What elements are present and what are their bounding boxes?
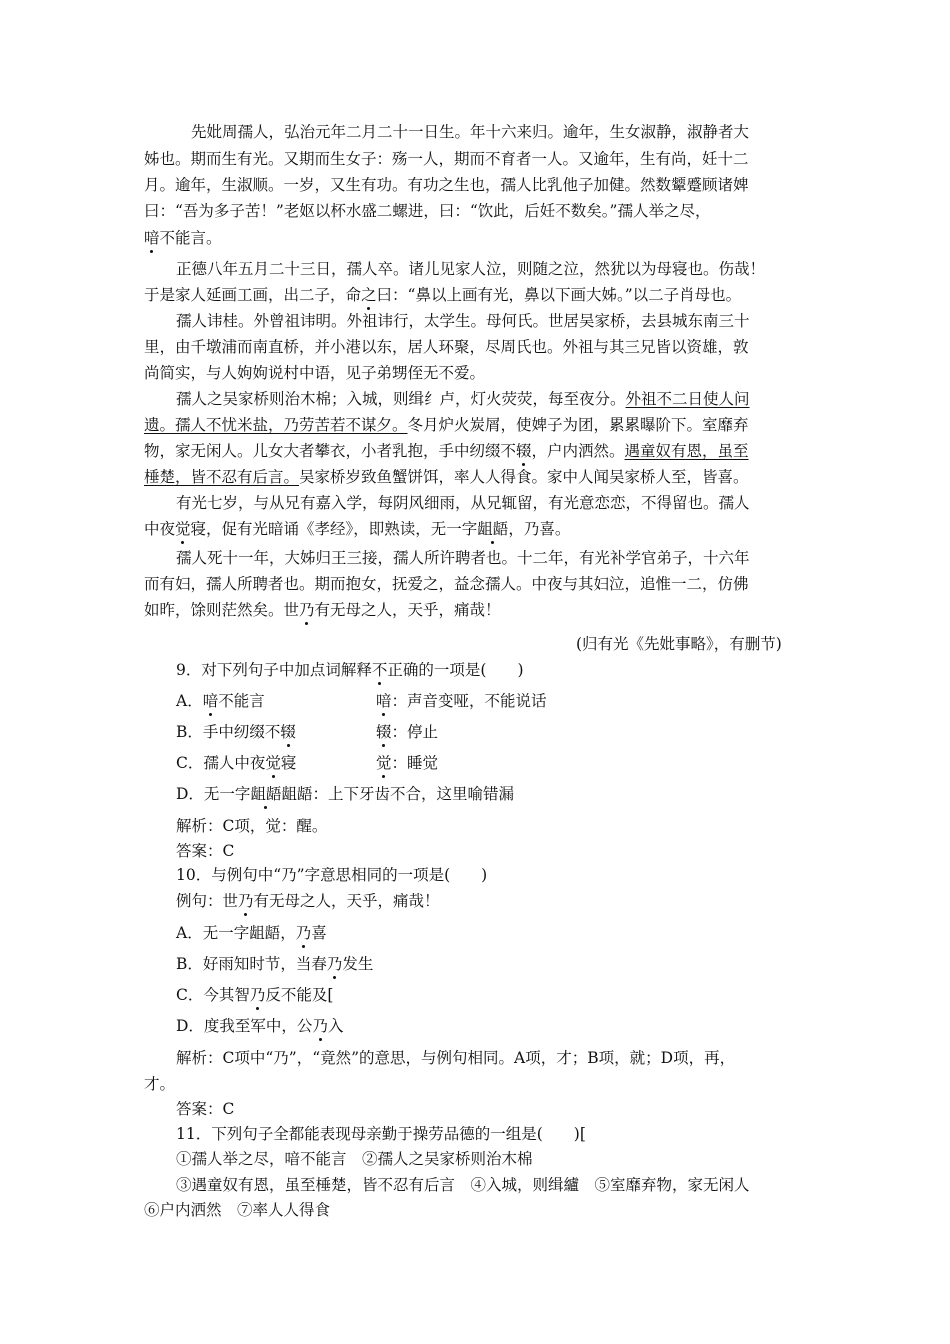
underlined-text: 遗。孺人不忧米盐，乃劳苦若不谋夕。 <box>144 416 408 434</box>
dotted-word: 乃 <box>299 601 315 619</box>
option-b <box>176 722 296 742</box>
option-d <box>176 1016 343 1036</box>
text-span: 物，家无闲人。儿女大者攀衣，小者乳抱，手中纫缀不 <box>144 442 517 460</box>
text-span: B．手中纫缀不 <box>176 723 281 741</box>
passage-line <box>144 600 501 620</box>
option-c-explanation <box>376 753 438 773</box>
passage-line <box>144 285 741 305</box>
dotted-word: 觉 <box>265 754 281 772</box>
dotted-word: 乃 <box>238 892 254 910</box>
dotted-word: 乃 <box>249 986 266 1004</box>
dotted-word: 喑 <box>376 692 392 710</box>
text-span: 喜 <box>311 924 327 942</box>
dotted-word: 辍 <box>376 723 392 741</box>
option-b <box>176 954 373 974</box>
text-span: 曰：“鼻以上画有光，鼻以下画大姊。”以二子肖母也。 <box>376 286 742 304</box>
text-span: ：睡觉 <box>391 754 439 772</box>
answer-text: 答案：C <box>176 842 235 860</box>
text-span: 例句：世 <box>176 892 239 910</box>
text-span: 寝 <box>280 754 297 772</box>
dotted-word: 觉 <box>175 520 191 538</box>
dotted-word: 辍 <box>516 442 532 460</box>
text-span: 不能言 <box>218 692 265 710</box>
text-span: 孺人之吴家桥则治木棉；入城，则缉纟卢，灯火荧荧，每至夜分。 <box>176 390 626 408</box>
passage-line: 里，由千墩浦而南直桥，并小港以东，居人环聚，尽周氏也。外祖与其三兄皆以资雄，敦 <box>144 338 749 356</box>
passage-line: 正德八年五月二十三日，孺人卒。诸儿见家人泣，则随之泣，然犹以为母寝也。伤哉！ <box>176 260 766 278</box>
dotted-word: 之 <box>361 286 377 304</box>
text-span: ，户内洒然。 <box>531 442 625 460</box>
choice-line: ⑥户内洒然 ⑦率人人得食 <box>144 1201 331 1219</box>
passage-line: 曰：“吾为多子苦！”老妪以杯水盛二螺进，曰：“饮此，后妊不数矣。”孺人举之尽， <box>144 202 711 220</box>
dotted-word: 乃 <box>312 1017 328 1035</box>
dotted-word: 辍 <box>280 723 296 741</box>
passage-line <box>176 389 750 409</box>
text-span: A．无一字龃龉， <box>176 924 296 942</box>
passage-line: 月。逾年，生淑顺。一岁，又生有功。有功之生也，孺人比乳他子加健。然数颦蹙顾诸婢 <box>144 176 749 194</box>
passage-line: 姊也。期而生有光。又期而生女子：殇一人，期而不育者一人。又逾年，生有尚，妊十二 <box>144 150 749 168</box>
choice-line: ③遇童奴有恩，虽至棰楚，皆不忍有后言 ④入城，则缉纑 ⑤室靡弃物，家无闲人 <box>176 1176 750 1194</box>
text-span: 于是家人延画工画，出二子，命 <box>144 286 362 304</box>
example-sentence <box>176 891 440 911</box>
text-span: ：停止 <box>391 723 439 741</box>
analysis-text: 才。 <box>144 1075 176 1093</box>
text-span: C．今其智 <box>176 986 250 1004</box>
text-span: 龃龉：上下牙齿不合，这里喻错漏 <box>281 785 514 803</box>
passage-line: 尚简实，与人姁姁说村中语，见子弟甥侄无不爱。 <box>144 364 486 382</box>
dotted-word: 喑 <box>144 229 160 247</box>
text-span: 如昨，馀则茫然矣。世 <box>144 601 300 619</box>
text-span: 吴家桥岁致鱼蟹饼饵，率人人得食。家中人闻吴家桥人至，皆喜。 <box>299 468 749 486</box>
passage-line: 而有妇，孺人所聘者也。期而抱女，抚爱之，益念孺人。中夜与其妇泣，追惟一二，仿佛 <box>144 575 749 593</box>
text-span: 发生 <box>342 955 374 973</box>
text-span: 9．对下列句子中加点词解释 <box>176 661 372 679</box>
underlined-text: 棰楚，皆不忍有后言。 <box>144 468 300 486</box>
text-span: ：声音变哑，不能说话 <box>391 692 547 710</box>
text-span: 有无母之人，天乎，痛哉！ <box>314 601 501 619</box>
answer-text: 答案：C <box>176 1100 235 1118</box>
dotted-word: 龃龉 <box>477 520 509 538</box>
choice-line: ①孺人举之尽，喑不能言 ②孺人之吴家桥则治木棉 <box>176 1150 533 1168</box>
option-a <box>176 923 327 943</box>
dotted-word: 不 <box>371 661 388 679</box>
passage-line <box>144 467 749 487</box>
underlined-text: 遇童奴有恩，虽至 <box>624 442 749 460</box>
text-span: 入 <box>327 1017 344 1035</box>
text-span: 反不能及[ <box>265 986 334 1004</box>
dotted-word: 乃 <box>295 924 312 942</box>
text-span: 冬月炉火炭屑，使婢子为团，累累曝阶下。室靡弃 <box>407 416 749 434</box>
text-span: 中夜 <box>144 520 176 538</box>
passage-line <box>144 415 749 435</box>
text-span: 有无母之人，天乎，痛哉！ <box>253 892 440 910</box>
text-span: ，乃喜。 <box>508 520 571 538</box>
passage-line: 孺人讳桂。外曾祖讳明。外祖讳行，太学生。母何氏。世居吴家桥，去县城东南三十 <box>176 312 750 330</box>
text-span: 不能言。 <box>159 229 222 247</box>
text-span: 寝，促有光暗诵《孝经》，即熟读，无一字 <box>190 520 478 538</box>
option-d <box>176 784 514 804</box>
text-span: B．好雨知时节，当春 <box>176 955 327 973</box>
question-stem <box>176 660 524 680</box>
text-span: D．无一字 <box>176 785 251 803</box>
passage-line <box>144 519 570 539</box>
passage-line: 先妣周孺人，弘治元年二月二十一日生。年十六来归。逾年，生女淑静，淑静者大 <box>191 123 750 141</box>
passage-line: 有光七岁，与从兄有嘉入学，每阴风细雨，从兄辄留，有光意恋恋，不得留也。孺人 <box>176 494 750 512</box>
option-a <box>176 691 265 711</box>
text-span: 正确的一项是( ) <box>387 661 524 679</box>
underlined-text: 外祖不二日使人问 <box>625 390 750 408</box>
passage-line <box>144 228 222 248</box>
text-span: D．度我至军中，公 <box>176 1017 313 1035</box>
passage-source: (归有光《先妣事略》，有删节) <box>576 635 782 653</box>
analysis-text: 解析：C项中“乃”，“竟然”的意思，与例句相同。A项，才；B项，就；D项，再， <box>176 1049 736 1067</box>
dotted-word: 觉 <box>376 754 392 772</box>
question-stem: 10．与例句中“乃”字意思相同的一项是( ) <box>176 866 488 884</box>
option-a-explanation <box>376 691 547 711</box>
text-span: C．孺人中夜 <box>176 754 266 772</box>
passage-line: 孺人死十一年，大姊归王三接，孺人所许聘者也。十二年，有光补学官弟子，十六年 <box>176 549 750 567</box>
dotted-word: 喑 <box>202 692 219 710</box>
option-c <box>176 985 333 1005</box>
passage-line <box>144 441 749 461</box>
dotted-word: 龃龉 <box>250 785 282 803</box>
option-b-explanation <box>376 722 438 742</box>
question-stem: 11．下列句子全都能表现母亲勤于操劳品德的一组是( )[ <box>176 1125 586 1143</box>
option-c <box>176 753 296 773</box>
analysis-text: 解析：C项，觉：醒。 <box>176 817 328 835</box>
dotted-word: 乃 <box>326 955 343 973</box>
text-span: A． <box>176 692 203 710</box>
